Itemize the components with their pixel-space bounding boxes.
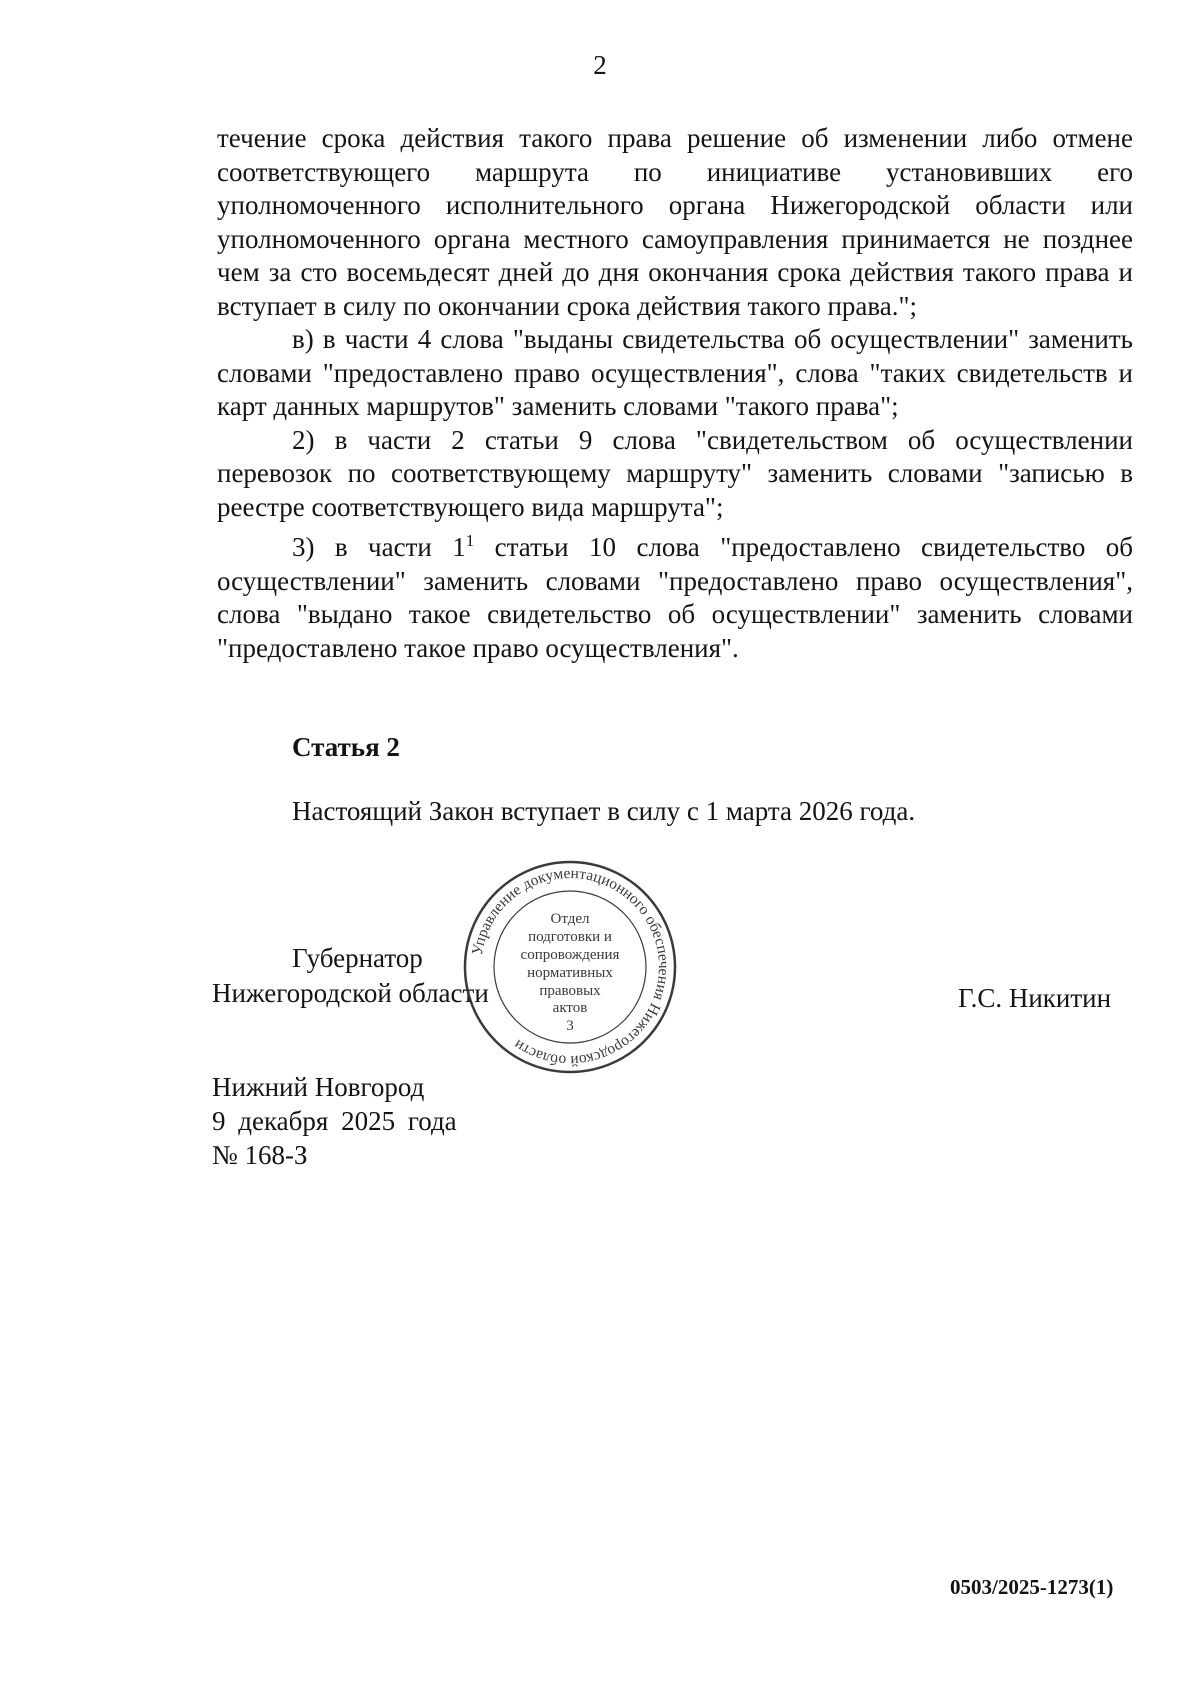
paragraph-item-v: в) в части 4 слова "выданы свидетельства об осуществлении" заменить словами "предоставлено право осуществления", слова "таких свидетельств и карт данных маршрутов" заменить словами "такого права"; (217, 324, 1133, 421)
stamp-center-line-2: подготовки и (528, 929, 612, 945)
paragraph-continuation: течение срока действия такого права решение об изменении либо отмене соответствующего маршрута по инициативе установивших его уполномоченного исполнительного органа Нижегородской области или уполномоченного органа местного самоуправления принимается не позднее чем за сто восемьдесят дней до дня окончания срока действия такого права и вступает в силу по окончании срока действия такого права."; (217, 123, 1133, 321)
stamp-center-line-4: нормативных (527, 965, 613, 981)
document-code: 0503/2025-1273(1) (950, 1575, 1114, 1599)
stamp-center-line-6: актов (552, 1000, 588, 1016)
stamp-ring-text: Управление документационного обеспечения Нижегородской области (468, 864, 673, 1070)
paragraph-item-3-start: 3) в части 1 (292, 532, 466, 562)
stamp-center-line-1: Отдел (550, 911, 590, 927)
place-of-signing: Нижний Новгород (212, 1072, 425, 1102)
signatory-title: Губернатор (292, 943, 423, 973)
paragraph-item-3 (217, 524, 1133, 665)
law-number: № 168-З (212, 1140, 308, 1170)
signing-date: 9 декабря 2025 года (212, 1106, 457, 1136)
article-2-text: Настоящий Закон вступает в силу с 1 марта 2026 года. (292, 796, 916, 826)
signatory-name: Г.С. Никитин (958, 983, 1112, 1013)
document-body (217, 122, 1133, 665)
article-2-heading: Статья 2 (292, 732, 400, 762)
paragraph-item-3-rest: статьи 10 слова "предоставлено свидетельство об осуществлении" заменить словами "предоставлено право осуществления", слова "выдано такое свидетельство об осуществлении" заменить словами "предоставлено такое право осуществления". (217, 532, 1133, 663)
official-stamp (460, 857, 680, 1077)
stamp-center-line-3: сопровождения (520, 947, 620, 963)
paragraph-item-2: 2) в части 2 статьи 9 слова "свидетельством об осуществлении перевозок по соответствующему маршруту" заменить словами "записью в реестре соответствующего вида маршрута"; (217, 424, 1133, 522)
superscript-mark: 1 (465, 531, 475, 550)
stamp-center-line-7: 3 (566, 1018, 574, 1034)
signatory-region: Нижегородской области (212, 978, 489, 1008)
stamp-center-line-5: правовых (539, 983, 601, 999)
page-number: 2 (593, 50, 607, 80)
